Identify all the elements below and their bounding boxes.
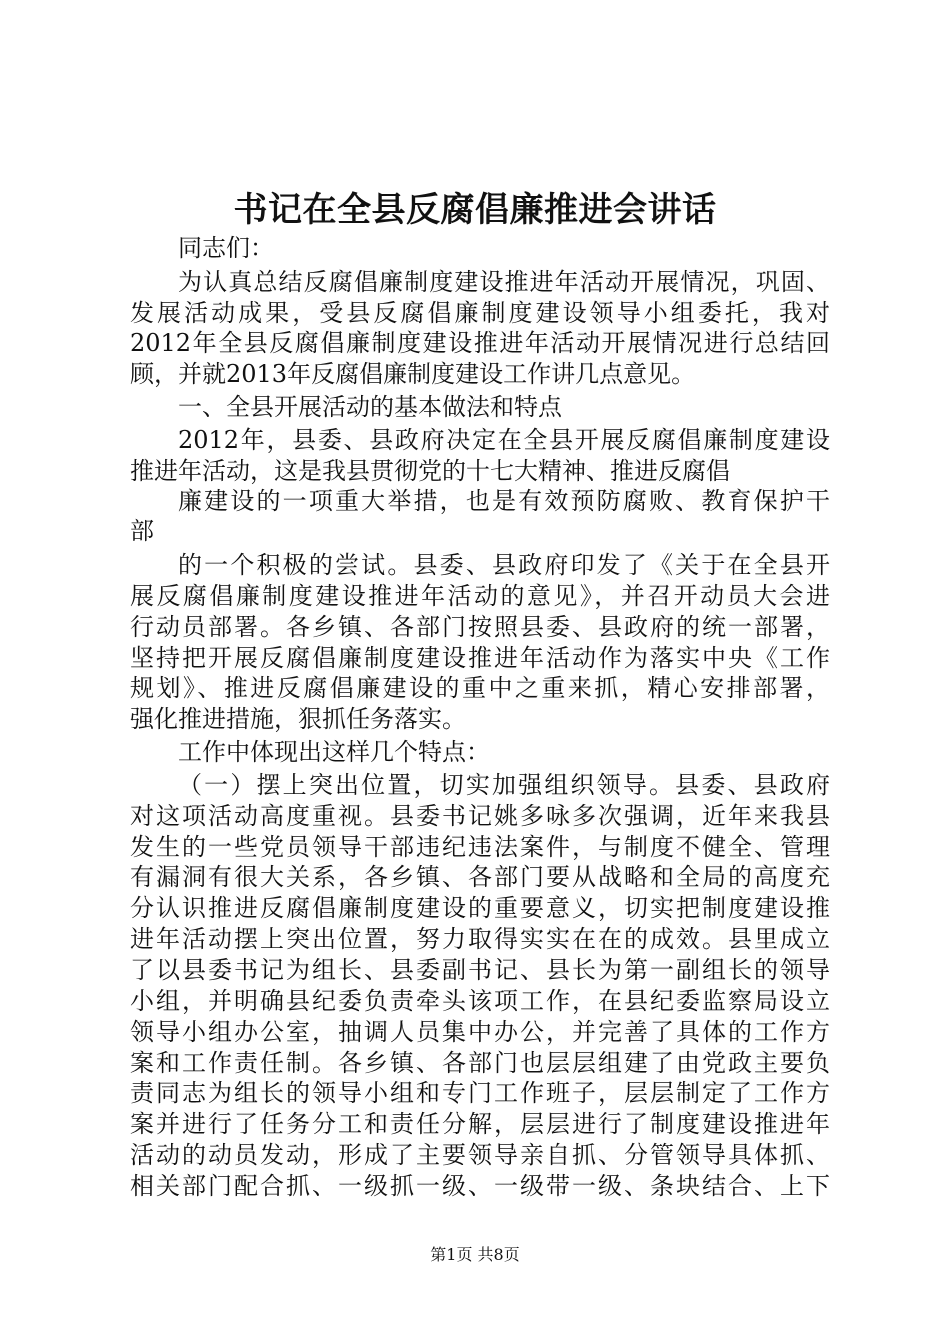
paragraph-line: 进年活动摆上突出位置，努力取得实实在在的成效。县里成立: [130, 925, 830, 953]
paragraph-line: 案并进行了任务分工和责任分解，层层进行了制度建设推进年: [130, 1110, 830, 1138]
paragraph-line: 坚持把开展反腐倡廉制度建设推进年活动作为落实中央《工作: [130, 644, 830, 672]
paragraph-line: 发生的一些党员领导干部违纪违法案件，与制度不健全、管理: [130, 833, 830, 861]
paragraph-line: 了以县委书记为组长、县委副书记、县长为第一副组长的领导: [130, 956, 830, 984]
paragraph-line: 部: [130, 517, 154, 545]
paragraph-line: 发展活动成果，受县反腐倡廉制度建设领导小组委托，我对: [130, 299, 830, 327]
paragraph-line: 案和工作责任制。各乡镇、各部门也层层组建了由党政主要负: [130, 1049, 830, 1077]
paragraph-line: 2012年全县反腐倡廉制度建设推进年活动开展情况进行总结回: [130, 329, 830, 357]
paragraph-line: 对这项活动高度重视。县委书记姚多咏多次强调，近年来我县: [130, 802, 830, 830]
paragraph-line: 规划》、推进反腐倡廉建设的重中之重来抓，精心安排部署，: [130, 674, 830, 702]
document-title: 书记在全县反腐倡廉推进会讲话: [233, 190, 717, 230]
paragraph-line: 小组，并明确县纪委负责牵头该项工作，在县纪委监察局设立: [130, 987, 830, 1015]
section-heading: 一、全县开展活动的基本做法和特点: [178, 393, 562, 421]
paragraph-line: 相关部门配合抓、一级抓一级、一级带一级、条块结合、上下: [130, 1172, 830, 1200]
paragraph-line: （一）摆上突出位置，切实加强组织领导。县委、县政府: [178, 771, 830, 799]
paragraph-line: 行动员部署。各乡镇、各部门按照县委、县政府的统一部署，: [130, 613, 830, 641]
paragraph-line: 领导小组办公室，抽调人员集中办公，并完善了具体的工作方: [130, 1018, 830, 1046]
salutation: 同志们：: [178, 234, 274, 262]
paragraph-line: 展反腐倡廉制度建设推进年活动的意见》，并召开动员大会进: [130, 582, 830, 610]
paragraph-line: 活动的动员发动，形成了主要领导亲自抓、分管领导具体抓、: [130, 1141, 830, 1169]
paragraph-line: 分认识推进反腐倡廉制度建设的重要意义，切实把制度建设推: [130, 894, 830, 922]
paragraph-line: 的一个积极的尝试。县委、县政府印发了《关于在全县开: [178, 551, 830, 579]
page-footer: 第1页 共8页: [430, 1245, 520, 1264]
paragraph-line: 2012年，县委、县政府决定在全县开展反腐倡廉制度建设: [178, 426, 830, 454]
paragraph-line: 推进年活动，这是我县贯彻党的十七大精神、推进反腐倡: [130, 457, 730, 485]
paragraph-line: 顾，并就2013年反腐倡廉制度建设工作讲几点意见。: [130, 360, 696, 388]
paragraph-line: 廉建设的一项重大举措，也是有效预防腐败、教育保护干: [178, 487, 830, 515]
paragraph-line: 有漏洞有很大关系，各乡镇、各部门要从战略和全局的高度充: [130, 863, 830, 891]
paragraph-line: 责同志为组长的领导小组和专门工作班子，层层制定了工作方: [130, 1079, 830, 1107]
paragraph-line: 强化推进措施，狠抓任务落实。: [130, 705, 466, 733]
paragraph-line: 为认真总结反腐倡廉制度建设推进年活动开展情况，巩固、: [178, 268, 830, 296]
paragraph-line: 工作中体现出这样几个特点：: [178, 738, 490, 766]
